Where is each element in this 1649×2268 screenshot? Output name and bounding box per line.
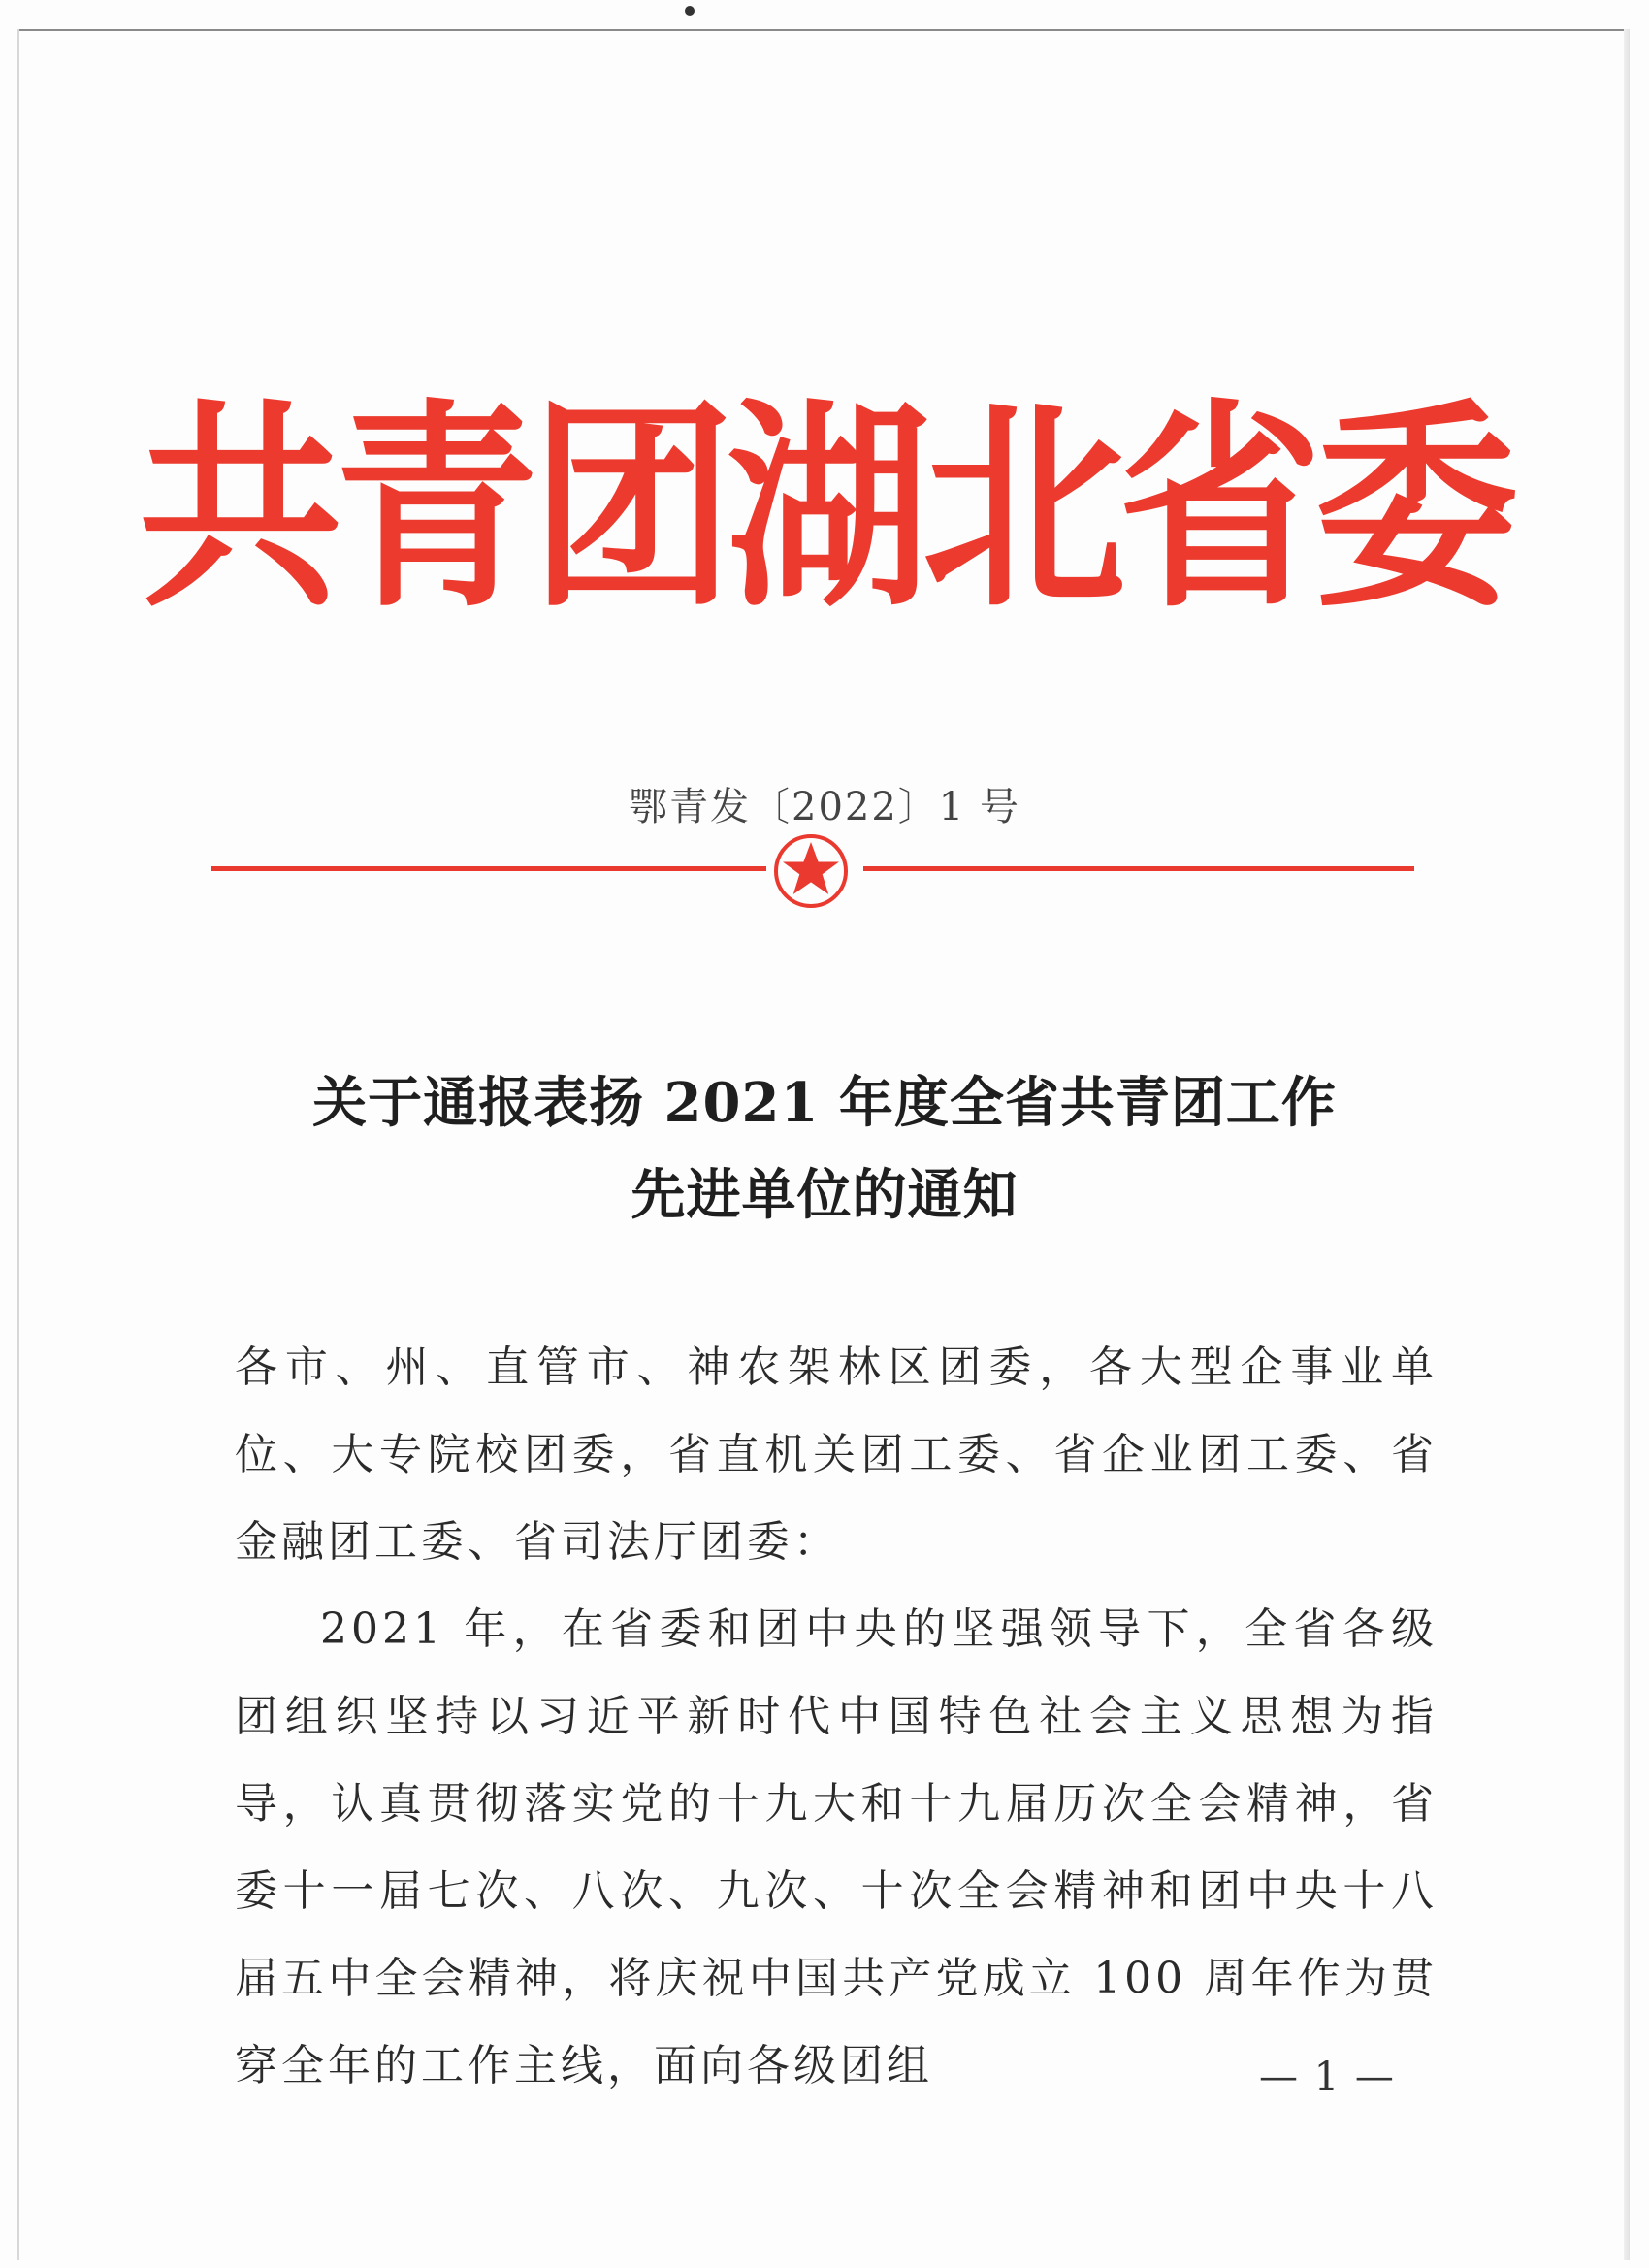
body-paragraph: 2021 年，在省委和团中央的坚强领导下，全省各级团组织坚持以习近平新时代中国特色社会主义思想为指导，认真贯彻落实党的十九大和十九届历次全会精神，省委十一届七次、八次、九次、十次全会精神和团中央十八届五中全会精神，将庆祝中国共产党成立 100 周年作为贯穿全年的工作主线，面向各级团组 bbox=[235, 1604, 1438, 2090]
page-right-shadow bbox=[1624, 29, 1630, 2260]
red-rule-right bbox=[863, 866, 1414, 871]
binding-hole-icon bbox=[685, 6, 695, 16]
document-number: 鄂青发〔2022〕1 号 bbox=[629, 785, 1020, 829]
page-top-edge bbox=[17, 29, 1628, 31]
issuer-header: 共青团湖北省委 bbox=[138, 380, 1510, 637]
red-rule-left bbox=[211, 866, 766, 871]
document-title-line-1: 关于通报表扬 2021 年度全省共青团工作 bbox=[312, 1071, 1337, 1135]
red-star-circle-icon bbox=[772, 832, 850, 910]
page-number: — 1 — bbox=[1259, 2055, 1396, 2099]
page-left-edge bbox=[17, 29, 19, 2260]
addressee-paragraph: 各市、州、直管市、神农架林区团委，各大型企事业单位、大专院校团委，省直机关团工委、省企业团工委、省金融团工委、省司法厅团委： bbox=[235, 1343, 1438, 1567]
document-title-line-2: 先进单位的通知 bbox=[630, 1163, 1018, 1227]
